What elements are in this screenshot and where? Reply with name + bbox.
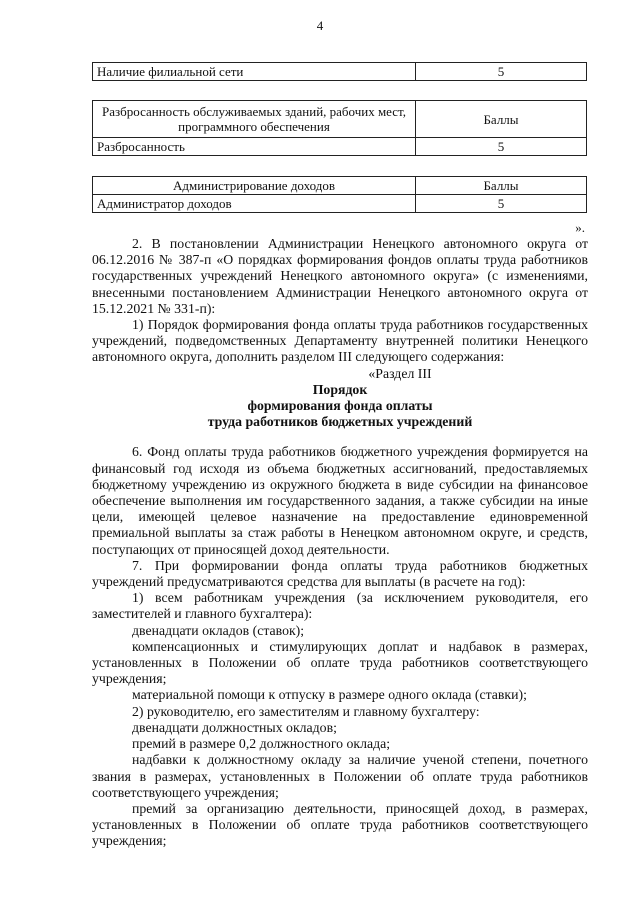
paragraph-6: 6. Фонд оплаты труда работников бюджетного учреждения формируется на финансовый год исходя из объема бюджетных ассигнований, предоставляемых бюджетному учреждению из окружного бюджета в виде субсидии на финансовое обеспечение выполнения им государственного задания, а также субсидии на иные цели, имеющей целевое назначение на предоставление единовременной премиальной выплаты за стаж работы в Ненецком автономном округе, и средств, поступающих от приносящей доход деятельности. xyxy=(92,444,588,557)
section-title-2: формирования фонда оплаты xyxy=(247,398,433,414)
table-header-left: Администрирование доходов xyxy=(93,177,416,195)
section-label: «Раздел III xyxy=(368,365,432,381)
table-header-right: Баллы xyxy=(416,177,587,195)
table-cell-value: 5 xyxy=(416,195,587,213)
table-cell-value: 5 xyxy=(416,63,587,81)
table-header-row xyxy=(93,101,587,138)
table-cell-label: Разбросанность xyxy=(93,138,416,156)
document-body xyxy=(92,236,588,850)
table-cell-label: Администратор доходов xyxy=(93,195,416,213)
paragraph-procedure: 1) Порядок формирования фонда оплаты труда работников государственных учреждений, подведомственных Департаменту внутренней политики Ненецкого автономного округа, дополнить разделом III следующего содержания: xyxy=(92,317,588,365)
spacer xyxy=(92,430,588,444)
table-dispersion xyxy=(92,100,587,156)
paragraph-7-2d: премий за организацию деятельности, приносящей доход, в размерах, установленных в Положении об оплате труда работников соответствующего учреждения; xyxy=(92,800,588,849)
paragraph-7-2b: премий в размере 0,2 должностного оклада; xyxy=(132,736,391,752)
table-row xyxy=(93,138,587,156)
section-title-1: Порядок xyxy=(312,381,368,397)
table-header-row xyxy=(93,177,587,195)
paragraph-7-1: 1) всем работникам учреждения (за исключением руководителя, его заместителей и главного бухгалтера): xyxy=(92,590,588,622)
paragraph-7-2c: надбавки к должностному окладу за наличие ученой степени, почетного звания в размерах, установленных в Положении об оплате труда работников соответствующего учреждения; xyxy=(92,752,588,800)
paragraph-7: 7. При формировании фонда оплаты труда работников бюджетных учреждений предусматриваются средства для выплаты (в расчете на год): xyxy=(92,557,588,590)
section-title-3: труда работников бюджетных учреждений xyxy=(207,414,473,430)
table-header-right: Баллы xyxy=(416,101,587,138)
paragraph-7-1a: двенадцати окладов (ставок); xyxy=(132,622,305,638)
table-row xyxy=(93,195,587,213)
table-row xyxy=(93,63,587,81)
table-revenue-admin xyxy=(92,176,587,213)
table-cell-value: 5 xyxy=(416,138,587,156)
quote-end: ». xyxy=(575,220,585,235)
paragraph-7-1c: материальной помощи к отпуску в размере одного оклада (ставки); xyxy=(132,687,527,703)
table-branch-network xyxy=(92,62,587,81)
paragraph-7-2a: двенадцати должностных окладов; xyxy=(132,719,337,735)
paragraph-7-1b: компенсационных и стимулирующих доплат и надбавок в размерах, установленных в Положении об оплате труда работников соответствующего учреждения; xyxy=(92,638,588,687)
paragraph-amendment: 2. В постановлении Администрации Ненецкого автономного округа от 06.12.2016 № 387-п «О порядках формирования фондов оплаты труда работников государственных учреждений Ненецкого автономного округа» (с изменениями, внесенными постановлением Администрации Ненецкого автономного округа от 15.12.2021 № 331-п): xyxy=(92,236,588,316)
table-header-left: Разбросанность обслуживаемых зданий, рабочих мест, программного обеспечения xyxy=(93,101,416,138)
page-number: 4 xyxy=(316,18,324,33)
paragraph-7-2: 2) руководителю, его заместителям и главному бухгалтеру: xyxy=(132,703,480,719)
table-cell-label: Наличие филиальной сети xyxy=(93,63,416,81)
